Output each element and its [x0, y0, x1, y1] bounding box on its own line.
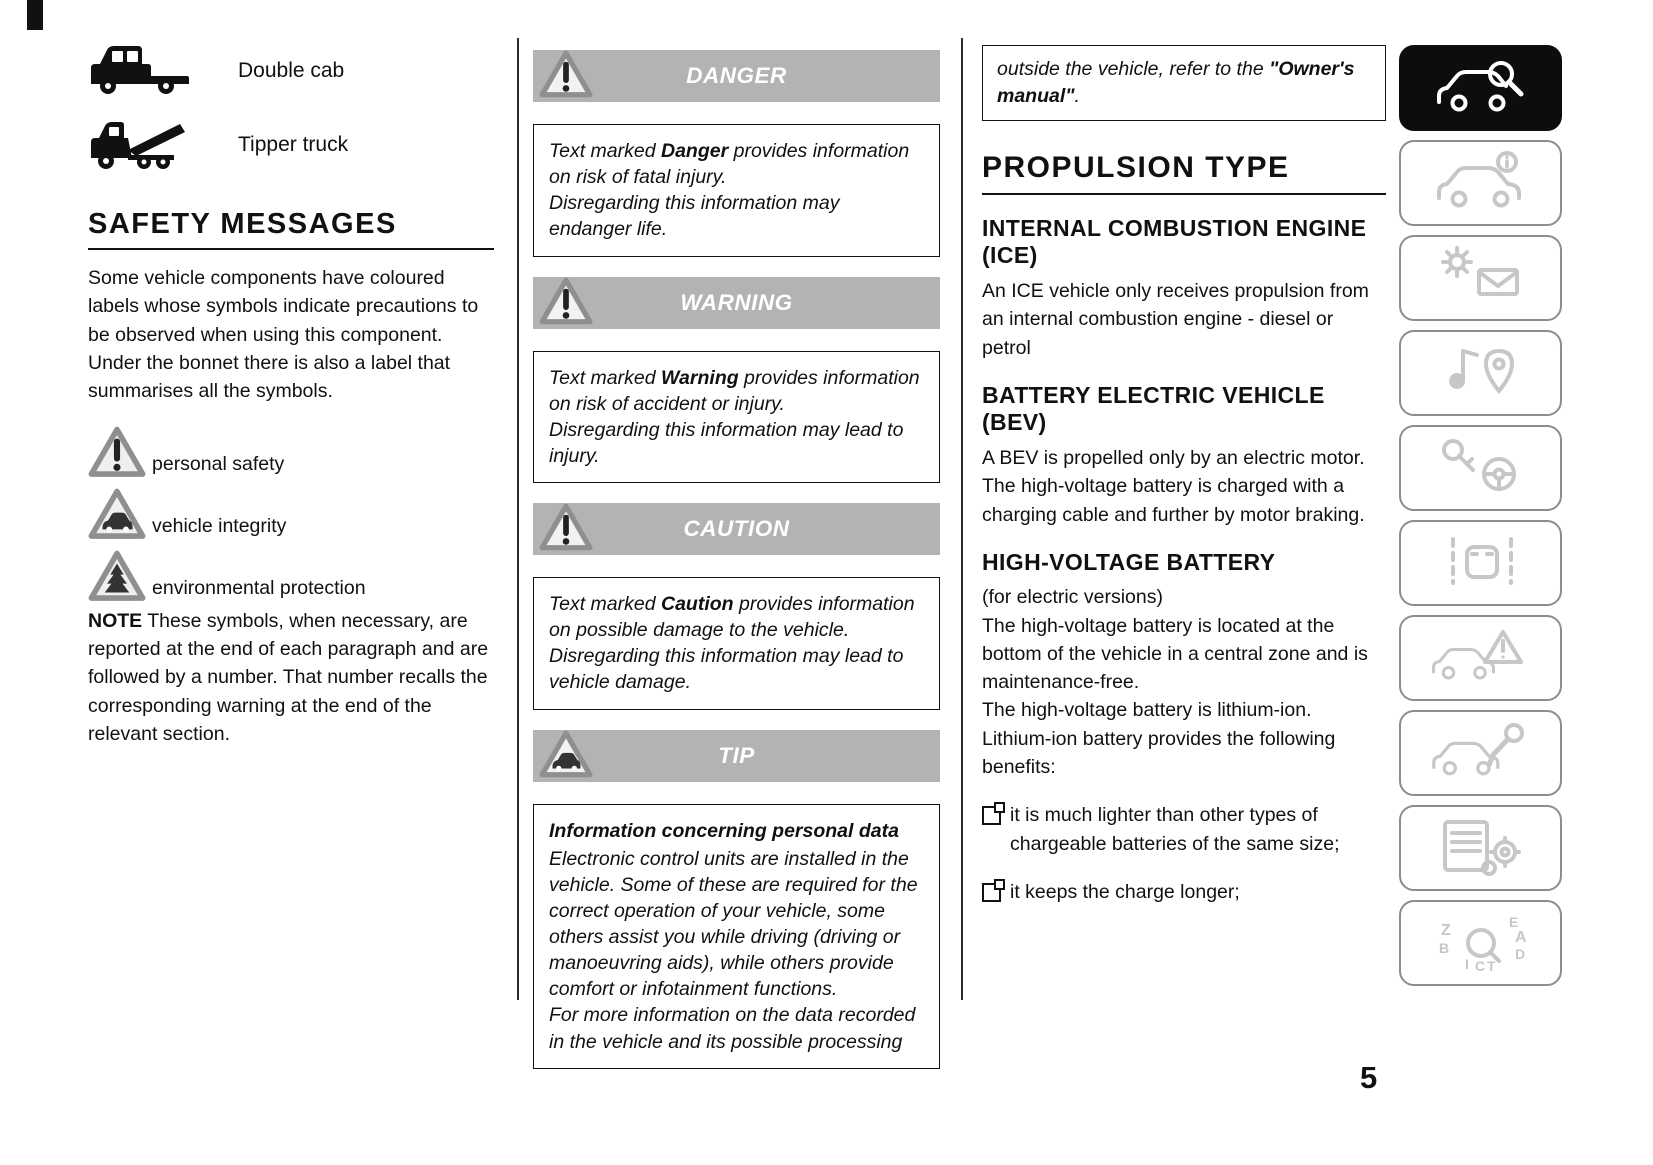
audio-navigation-icon — [1429, 339, 1533, 408]
danger-bar — [533, 50, 940, 102]
vehicle-type-row — [88, 116, 494, 174]
caution-bar — [533, 503, 940, 555]
ice-heading: INTERNAL COMBUSTION ENGINE (ICE) — [982, 214, 1367, 269]
driving-lane-icon — [1429, 529, 1533, 598]
notice-text: Text marked — [549, 593, 661, 615]
sidebar-tab-index[interactable] — [1399, 900, 1562, 986]
notice-text: provides information on risk of fatal injury. — [549, 140, 910, 189]
double-cab-truck-icon — [88, 42, 192, 100]
notice-keyword: Danger — [661, 140, 729, 162]
notice-text: provides information on possible damage to the vehicle. — [549, 593, 915, 642]
symbol-row — [88, 549, 494, 603]
warning-bar — [533, 277, 940, 329]
sidebar-tab-getting-to-know[interactable] — [1399, 45, 1562, 131]
vehicle-search-icon — [1429, 54, 1533, 123]
warning-triangle-icon — [539, 502, 593, 556]
environmental-protection-triangle-icon — [88, 549, 146, 603]
svg-text:A: A — [1514, 928, 1527, 946]
svg-text:T: T — [1486, 957, 1496, 973]
benefit-bullet — [982, 801, 1386, 858]
warning-box — [533, 351, 940, 484]
hv-battery-body: (for electric versions) — [982, 586, 1163, 609]
svg-text:E: E — [1508, 913, 1518, 930]
bev-heading: BATTERY ELECTRIC VEHICLE (BEV) — [982, 381, 1325, 436]
warning-triangle-icon — [539, 49, 593, 103]
technical-data-icon — [1429, 814, 1533, 883]
notice-keyword: Warning — [661, 366, 739, 389]
square-bullet-icon — [982, 806, 1001, 825]
sidebar-tab-dashboard-info[interactable] — [1399, 140, 1562, 226]
notice-text: Text marked — [549, 140, 661, 162]
bullet-text: it keeps the charge longer; — [1010, 880, 1240, 903]
middle-column — [533, 50, 940, 1069]
note-text: These symbols, when necessary, are reported at the end of each paragraph and are followed by a number. That number recalls the corresponding warning at the end of the relevant section. — [88, 609, 489, 745]
tip-body: Electronic control units are installed in the vehicle. Some of these are required for the correct operation of your vehicle, some others assist you while driving (driving or manoeuvring aids), while others provide comfort or infotainment functions. — [549, 847, 918, 1001]
notice-title: WARNING — [680, 289, 793, 315]
hv-battery-body: The high-voltage battery is lithium-ion. — [982, 699, 1312, 722]
tipper-truck-icon — [88, 116, 192, 174]
notice-title: TIP — [718, 742, 755, 768]
continuation-text: outside the vehicle, refer to the — [997, 58, 1270, 80]
column-divider — [961, 38, 963, 1000]
continuation-bold: "Owner's manual" — [997, 58, 1355, 107]
continuation-text: . — [1074, 84, 1080, 107]
column-divider — [517, 38, 519, 1000]
sidebar-tab-starting-driving[interactable] — [1399, 425, 1562, 511]
svg-text:D: D — [1514, 945, 1525, 962]
symbol-label: environmental protection — [152, 576, 366, 599]
tip-bar — [533, 730, 940, 782]
square-bullet-icon — [982, 883, 1001, 902]
symbol-row — [88, 425, 494, 479]
key-steering-icon — [1429, 434, 1533, 503]
note-paragraph — [88, 607, 494, 748]
car-maintenance-icon — [1429, 719, 1533, 788]
propulsion-type-heading: PROPULSION TYPE — [982, 151, 1386, 195]
symbol-label: personal safety — [152, 452, 285, 475]
safety-messages-intro: Some vehicle components have coloured labels whose symbols indicate precautions to be observed when using this component. Under the bonnet there is also a label that summarises all the symbols. — [88, 267, 479, 403]
safety-messages-heading: SAFETY MESSAGES — [88, 208, 494, 250]
vehicle-type-label: Double cab — [238, 59, 345, 82]
left-column — [88, 42, 494, 768]
svg-text:C: C — [1474, 957, 1485, 973]
notice-text: provides information on risk of accident or injury. — [549, 366, 920, 415]
vehicle-info-icon — [1429, 149, 1533, 218]
personal-safety-triangle-icon — [88, 425, 146, 479]
symbol-label: vehicle integrity — [152, 514, 287, 537]
right-column — [982, 45, 1386, 906]
section-tab-sidebar — [1399, 45, 1562, 986]
vehicle-type-label: Tipper truck — [238, 133, 349, 156]
notice-keyword: Caution — [661, 593, 734, 615]
tip-box — [533, 804, 940, 1069]
vehicle-integrity-triangle-icon — [88, 487, 146, 541]
notice-text: Text marked — [549, 366, 661, 389]
binding-mark — [27, 0, 43, 30]
danger-box — [533, 124, 940, 257]
svg-text:Z: Z — [1440, 921, 1451, 939]
warning-triangle-icon — [539, 276, 593, 330]
vehicle-type-row — [88, 42, 494, 100]
sidebar-tab-driving-assistance[interactable] — [1399, 520, 1562, 606]
notice-text: Disregarding this information may endanger life. — [549, 192, 840, 241]
svg-text:I: I — [1464, 955, 1469, 972]
sidebar-tab-maintenance[interactable] — [1399, 710, 1562, 796]
page-number: 5 — [1360, 1060, 1378, 1095]
tip-car-triangle-icon — [539, 729, 593, 783]
note-label: NOTE — [88, 609, 143, 632]
notice-title: CAUTION — [683, 516, 790, 541]
alphabetical-index-icon — [1429, 909, 1533, 978]
sidebar-tab-climate-comfort[interactable] — [1399, 235, 1562, 321]
tip-body: For more information on the data recorded in the vehicle and its possible processing — [549, 1004, 916, 1053]
continuation-box — [982, 45, 1386, 121]
hv-battery-heading: HIGH-VOLTAGE BATTERY — [982, 548, 1276, 575]
climate-mail-icon — [1429, 244, 1533, 313]
notice-text: Disregarding this information may lead to vehicle damage. — [549, 645, 904, 694]
symbol-row — [88, 487, 494, 541]
ice-body: An ICE vehicle only receives propulsion from an internal combustion engine - diesel or petrol — [982, 280, 1369, 359]
benefit-bullet — [982, 878, 1386, 906]
hv-battery-body: The high-voltage battery is located at the bottom of the vehicle in a central zone and is maintenance-free. — [982, 614, 1368, 694]
notice-text: Disregarding this information may lead to injury. — [549, 418, 904, 467]
bev-body: The high-voltage battery is charged with a charging cable and further by motor braking. — [982, 475, 1365, 526]
hv-battery-body: Lithium-ion battery provides the following benefits: — [982, 727, 1336, 778]
bev-body: A BEV is propelled only by an electric motor. — [982, 446, 1365, 469]
sidebar-tab-emergency[interactable] — [1399, 615, 1562, 701]
svg-text:B: B — [1438, 939, 1449, 956]
tip-heading: Information concerning personal data — [549, 819, 899, 842]
car-warning-icon — [1429, 624, 1533, 693]
caution-box — [533, 577, 940, 710]
sidebar-tab-infotainment[interactable] — [1399, 330, 1562, 416]
notice-title: DANGER — [686, 63, 787, 88]
sidebar-tab-technical-data[interactable] — [1399, 805, 1562, 891]
bullet-text: it is much lighter than other types of chargeable batteries of the same size; — [1010, 804, 1340, 855]
